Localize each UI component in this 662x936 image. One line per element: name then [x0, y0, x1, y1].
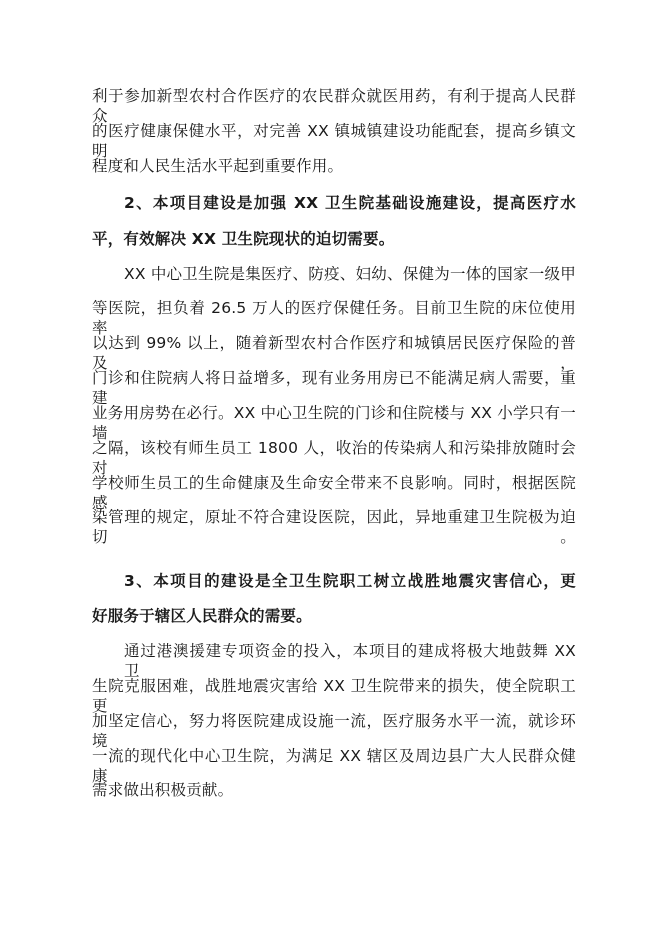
- section-3-body-line-5: 需求做出积极贡献。: [92, 781, 234, 799]
- section-2-body-line-6: 之隔，该校有师生员工 1800 人，收治的传染病人和污染排放随时会对: [92, 439, 576, 477]
- section-2-body-line-8: 染管理的规定，原址不符合建设医院，因此，异地重建卫生院极为迫切。: [92, 508, 576, 546]
- section-2-heading-line-2: 平，有效解决 XX 卫生院现状的迫切需要。: [92, 230, 395, 248]
- intro-line-2: 的医疗健康保健水平，对完善 XX 镇城镇建设功能配套，提高乡镇文明: [92, 122, 576, 160]
- section-2-body-line-1: XX 中心卫生院是集医疗、防疫、妇幼、保健为一体的国家一级甲: [124, 265, 576, 283]
- section-3-body-line-2: 生院克服困难，战胜地震灾害给 XX 卫生院带来的损失，使全院职工更: [92, 677, 576, 715]
- intro-line-1: 利于参加新型农村合作医疗的农民群众就医用药，有利于提高人民群众: [92, 87, 576, 125]
- section-2-body-line-5: 业务用房势在必行。XX 中心卫生院的门诊和住院楼与 XX 小学只有一墙: [92, 404, 576, 442]
- section-2-body-line-3: 以达到 99% 以上，随着新型农村合作医疗和城镇居民医疗保险的普及，: [92, 334, 576, 372]
- section-2-body-line-2: 等医院，担负着 26.5 万人的医疗保健任务。目前卫生院的床位使用率: [92, 299, 576, 337]
- intro-line-3: 程度和人民生活水平起到重要作用。: [92, 157, 344, 175]
- section-3-body-line-3: 加坚定信心，努力将医院建成设施一流，医疗服务水平一流，就诊环境: [92, 712, 576, 750]
- section-3-body-line-1: 通过港澳援建专项资金的投入，本项目的建成将极大地鼓舞 XX 卫: [124, 642, 576, 680]
- section-2-body-line-7: 学校师生员工的生命健康及生命安全带来不良影响。同时，根据医院感: [92, 474, 576, 512]
- section-2-heading-line-1: 2、本项目建设是加强 XX 卫生院基础设施建设，提高医疗水: [124, 194, 576, 212]
- section-3-heading-line-1: 3、本项目的建设是全卫生院职工树立战胜地震灾害信心，更: [124, 572, 576, 590]
- section-3-body-line-4: 一流的现代化中心卫生院，为满足 XX 辖区及周边县广大人民群众健康: [92, 747, 576, 785]
- section-2-body-line-4: 门诊和住院病人将日益增多，现有业务用房已不能满足病人需要，重建: [92, 369, 576, 407]
- section-3-heading-line-2: 好服务于辖区人民群众的需要。: [92, 607, 312, 625]
